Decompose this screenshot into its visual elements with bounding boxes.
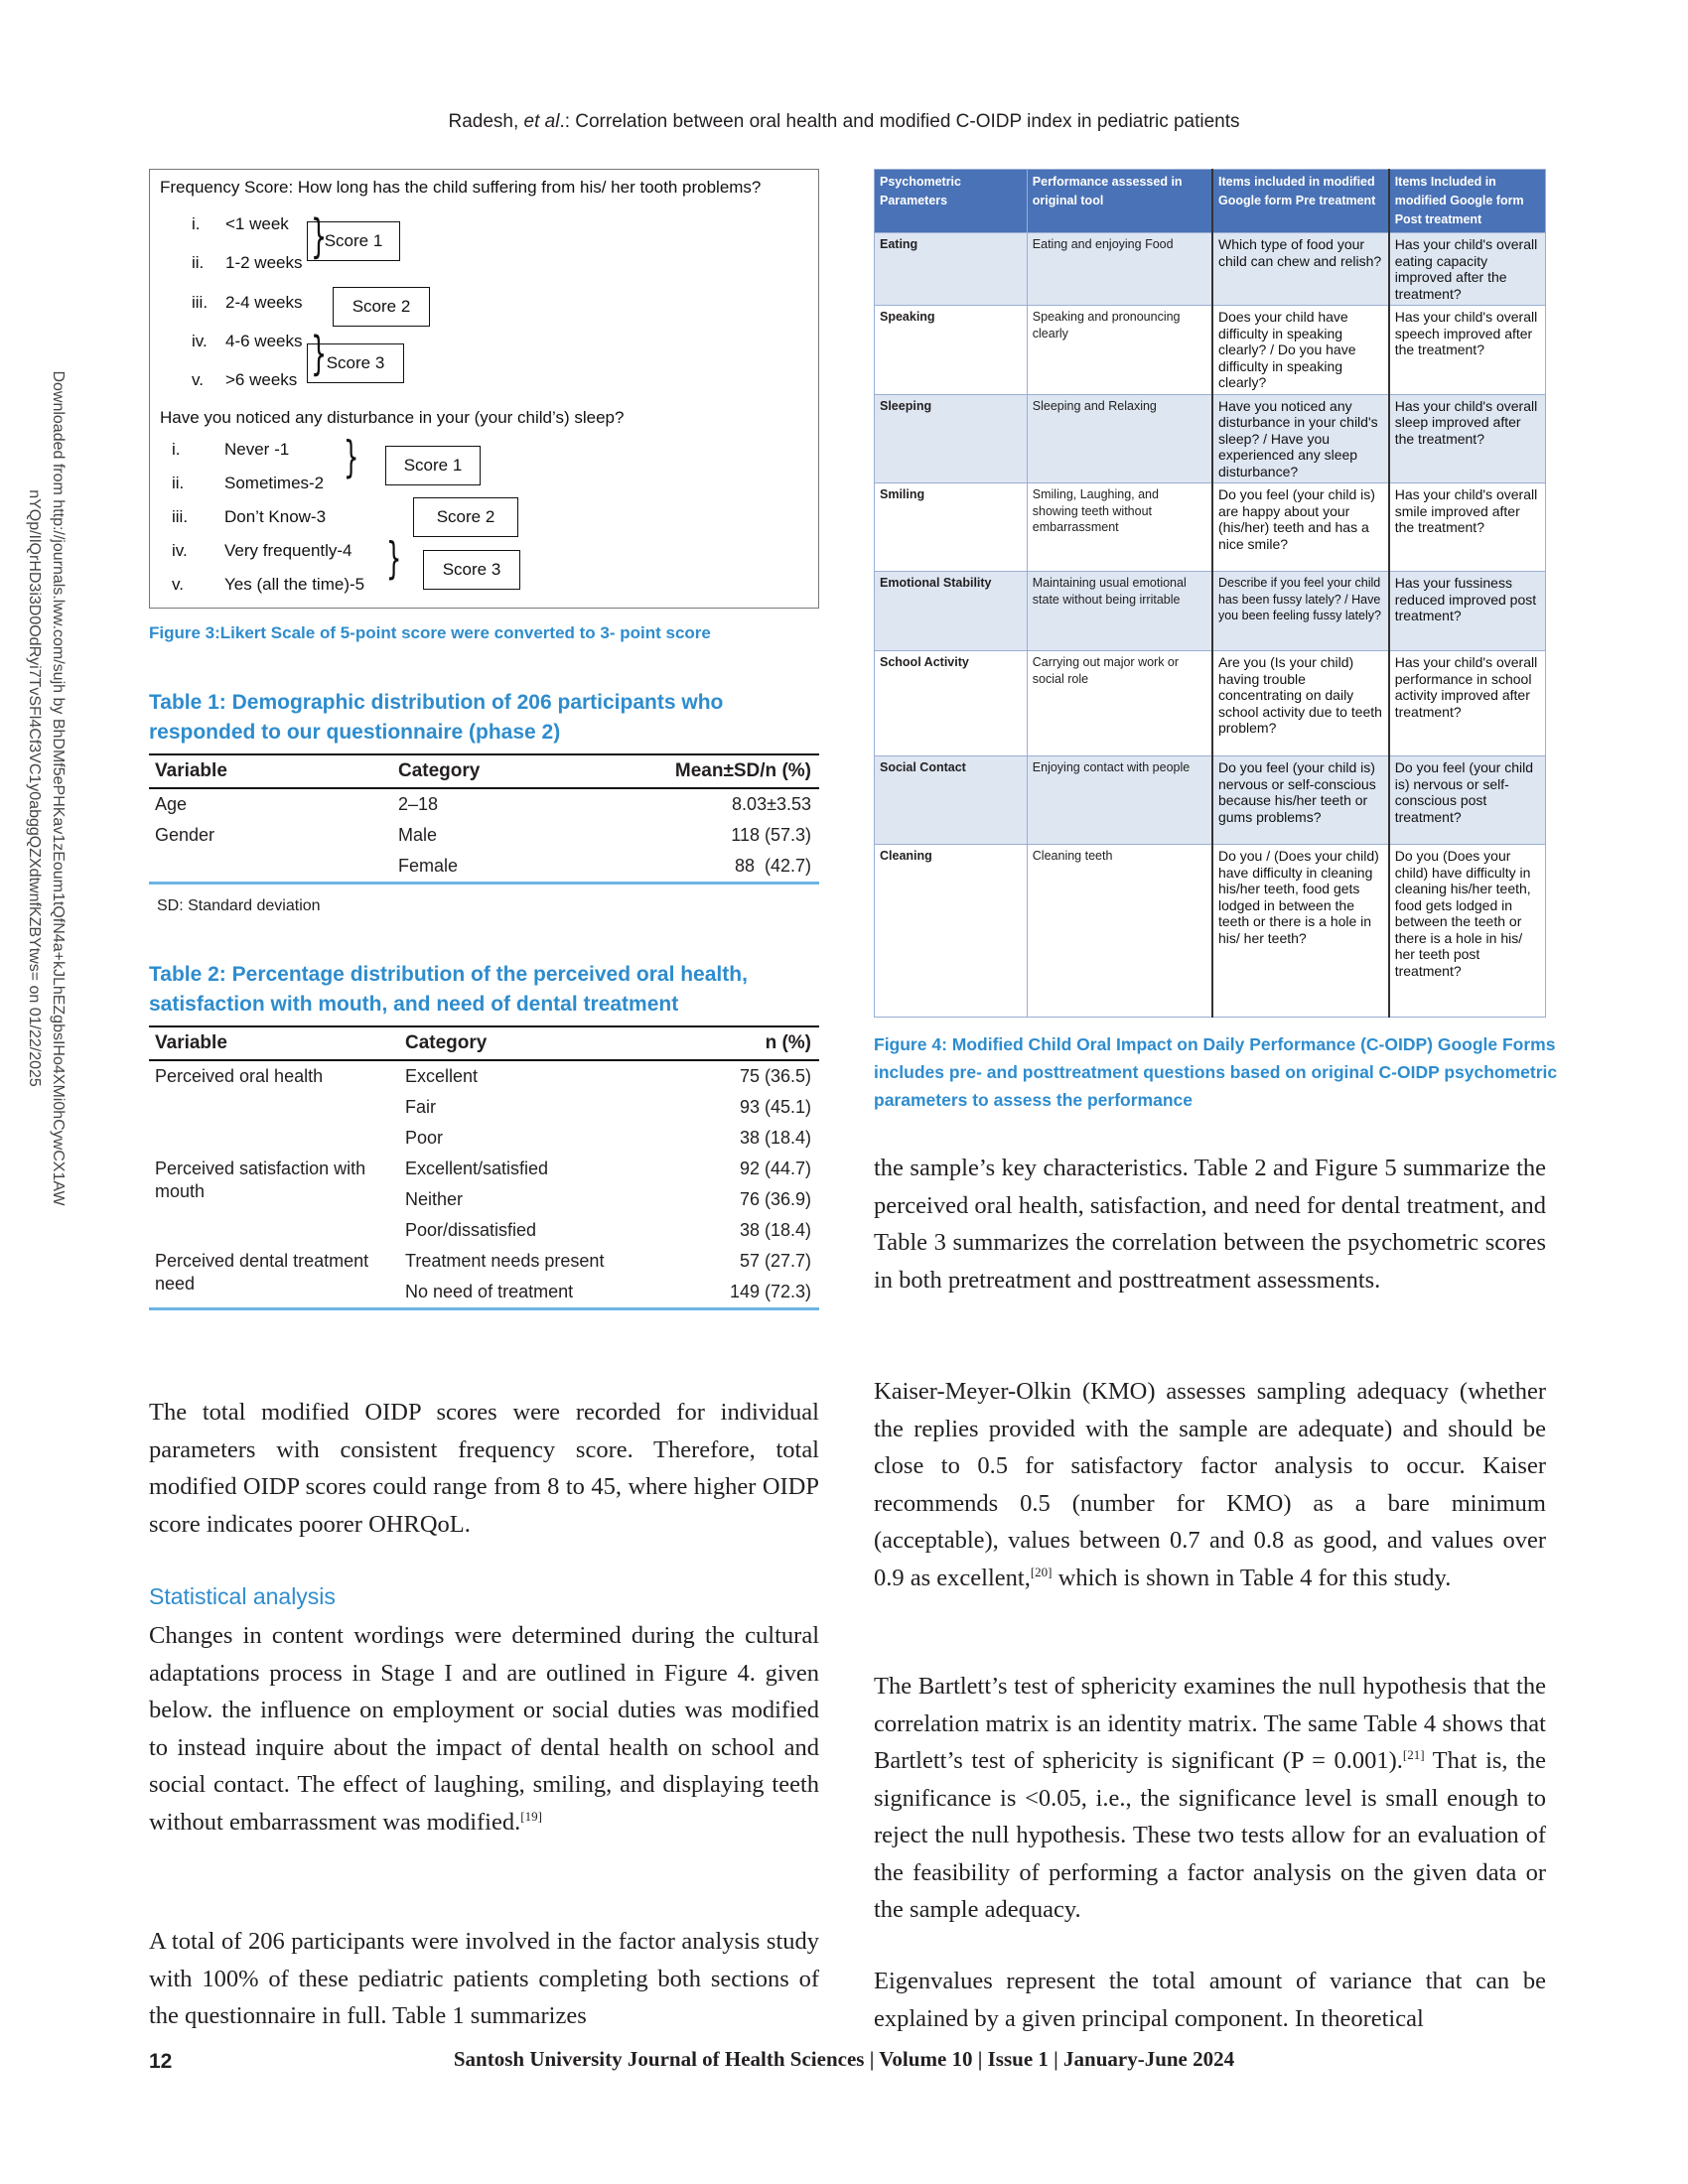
table-cell: Age (155, 794, 188, 814)
fig3-q2-score-box: Score 1 (385, 446, 481, 485)
table-cell: Perceived satisfaction with mouth (155, 1159, 366, 1201)
table-2-header: Variable (149, 1026, 399, 1060)
table-2-header: n (%) (655, 1026, 819, 1060)
citation-ref: [19] (520, 1808, 542, 1824)
table-cell: Has your child's overall smile improved after the treatment? (1389, 483, 1546, 572)
fig3-q1-option-num: ii. (192, 253, 205, 272)
table-cell: 2–18 (398, 794, 439, 814)
table-cell: Do you / (Does your child) have difficulty in cleaning his/her teeth, food gets lodged in between the teeth or there is a hole in his/ her teeth? (1212, 845, 1389, 1018)
body-paragraph (874, 1373, 1546, 1596)
table-cell: No need of treatment (399, 1277, 655, 1309)
fig3-q1-option-text: <1 week (225, 214, 289, 233)
table-cell: Male (398, 825, 438, 845)
section-heading: Statistical analysis (149, 1583, 336, 1609)
table-cell: Which type of food your child can chew and relish? (1212, 233, 1389, 306)
fig3-q1-score-box: Score 1 (307, 221, 400, 261)
fig3-q2-option-text: Don’t Know-3 (224, 507, 327, 526)
table-cell: Speaking and pronouncing clearly (1027, 306, 1212, 395)
figure-3-caption: Figure 3:Likert Scale of 5-point score were converted to 3- point score (149, 623, 711, 642)
fig3-q2-option-num: ii. (172, 474, 185, 492)
table-cell: Do you feel (your child is) nervous or self-conscious post treatment? (1389, 756, 1546, 845)
fig3-q2-score-box: Score 2 (413, 497, 518, 537)
brace-icon: } (311, 209, 328, 263)
table-cell: Gender (155, 825, 215, 845)
table-row (875, 483, 1546, 572)
table-row (875, 233, 1546, 306)
table-cell: 75 (36.5) (739, 1066, 811, 1086)
table-2-caption: Table 2: Percentage distribution of the perceived oral health, satisfaction with mouth, and need of dental treatment (149, 963, 748, 1016)
paragraph-text: That is, the significance is <0.05, i.e., the significance level is small enough to reject the null hypothesis. These two tests allow for an evaluation of the feasibility of performing a factor analysis on the given data or the sample adequacy. (874, 1747, 1546, 1923)
figure-4-header: Psychometric Parameters (875, 170, 1028, 233)
body-paragraph: A total of 206 participants were involved in the factor analysis study with 100% of these pediatric patients completing both sections of the questionnaire in full. Table 1 summarizes (149, 1928, 819, 2029)
table-cell: Excellent (405, 1066, 479, 1086)
fig3-q1-option-num: iv. (192, 332, 208, 350)
table-cell: Describe if you feel your child has been fussy lately? / Have you been feeling fussy lately? (1212, 572, 1389, 651)
table-cell: Eating (875, 233, 1028, 306)
table-cell: Cleaning (875, 845, 1028, 1018)
body-paragraph: The total modified OIDP scores were recorded for individual parameters with consistent frequency score. Therefore, total modified OIDP scores could range from 8 to 45, where higher OIDP score indicates poorer OHRQoL. (149, 1399, 819, 1538)
table-row (875, 651, 1546, 756)
fig3-q2-option-num: i. (172, 440, 181, 459)
table-cell: Female (392, 851, 635, 884)
running-head (0, 111, 1688, 133)
table-cell: 38 (18.4) (739, 1128, 811, 1148)
table-cell: Treatment needs present (405, 1251, 605, 1271)
table-row (149, 1154, 819, 1184)
table-cell: Has your child's overall sleep improved after the treatment? (1389, 394, 1546, 483)
table-cell: Perceived oral health (155, 1066, 324, 1086)
citation-ref: [20] (1030, 1564, 1053, 1579)
table-cell: 149 (72.3) (655, 1277, 819, 1309)
table-cell: Has your fussiness reduced improved post treatment? (1389, 572, 1546, 651)
table-cell: Enjoying contact with people (1027, 756, 1212, 845)
table-cell: Sleeping and Relaxing (1027, 394, 1212, 483)
fig3-q1-option-text: 2-4 weeks (225, 293, 303, 312)
citation-ref: [21] (1402, 1746, 1425, 1762)
fig3-q1-score-box: Score 2 (333, 287, 430, 327)
table-1-footnote: SD: Standard deviation (157, 897, 321, 914)
table-cell: Smiling, Laughing, and showing teeth without embarrassment (1027, 483, 1212, 572)
body-paragraph: the sample’s key characteristics. Table 2 and Figure 5 summarize the perceived oral health, satisfaction, and need for dental treatment, and Table 3 summarizes the correlation between the psychometric scores in both pretreatment and posttreatment assessments. (874, 1155, 1546, 1294)
table-row (875, 572, 1546, 651)
table-row (875, 845, 1546, 1018)
table-cell: 88 (42.7) (635, 851, 819, 884)
paragraph-text: Changes in content wordings were determined during the cultural adaptations process in Stage I and are outlined in Figure 4. given below. the influence on employment or social duties was modified to instead inquire about the impact of dental health on school and social contact. The effect of laughing, smiling, and displaying teeth without embarrassment was modified. (149, 1622, 819, 1836)
page-number: 12 (149, 2050, 173, 2073)
table-row (875, 756, 1546, 845)
table-cell: Has your child's overall eating capacity improved after the treatment? (1389, 233, 1546, 306)
table-1-caption: Table 1: Demographic distribution of 206 participants who responded to our questionnaire (phase 2) (149, 691, 724, 744)
figure-4-cidp-table (874, 169, 1546, 1018)
table-cell: Have you noticed any disturbance in your child's sleep? / Have you experienced any sleep disturbance? (1212, 394, 1389, 483)
download-stamp (22, 312, 70, 1265)
running-head-etal: et al (523, 111, 560, 132)
body-paragraph (874, 1668, 1546, 1929)
table-cell (149, 851, 392, 884)
fig3-q1-score-box: Score 3 (307, 343, 404, 383)
table-cell: Maintaining usual emotional state without being irritable (1027, 572, 1212, 651)
body-paragraph (149, 1617, 819, 1841)
body-paragraph: Eigenvalues represent the total amount of variance that can be explained by a given principal component. In theoretical (874, 1968, 1546, 2032)
table-cell: Do you feel (your child is) are happy about your (his/her) teeth and has a nice smile? (1212, 483, 1389, 572)
table-row (875, 394, 1546, 483)
table-cell: Cleaning teeth (1027, 845, 1212, 1018)
fig3-q2-option-text: Sometimes-2 (224, 474, 325, 492)
table-row (149, 1246, 819, 1277)
table-cell: Fair (405, 1097, 436, 1117)
table-row (149, 851, 819, 884)
paragraph-text: which is shown in Table 4 for this study. (1052, 1564, 1452, 1591)
table-cell: Do you (Does your child) have difficulty in cleaning his/her teeth, food gets lodged in between the teeth or there is a hole in his/ her teeth post treatment? (1389, 845, 1546, 1018)
table-2-header: Category (399, 1026, 655, 1060)
paragraph-text: Kaiser-Meyer-Olkin (KMO) assesses sampling adequacy (whether the replies provided with the sample are adequate) and should be close to 0.5 for satisfactory factor analysis to occur. Kaiser recommends 0.5 (number for KMO) as a bare minimum (acceptable), values between 0.7 and 0.8 as good, and values over 0.9 as excellent, (874, 1378, 1546, 1591)
table-cell: 76 (36.9) (739, 1189, 811, 1209)
running-head-authors: Radesh, (448, 111, 524, 132)
table-cell: Poor (405, 1128, 444, 1148)
table-cell: Smiling (875, 483, 1028, 572)
table-cell: Emotional Stability (875, 572, 1028, 651)
fig3-q2-option-num: v. (172, 575, 184, 594)
table-cell: Poor/dissatisfied (405, 1220, 537, 1240)
fig3-q2-option-num: iv. (172, 541, 188, 560)
table-row (149, 1060, 819, 1092)
paragraph-text: The Bartlett’s test of sphericity examines the null hypothesis that the correlation matrix is an identity matrix. The same Table 4 shows that Bartlett’s test of sphericity is significant (P = 0.001). (874, 1673, 1546, 1774)
journal-footer: Santosh University Journal of Health Sciences | Volume 10 | Issue 1 | January-June 2024 (453, 2047, 1235, 2071)
fig3-q1-option-num: i. (192, 214, 201, 233)
table-cell: 38 (18.4) (739, 1220, 811, 1240)
table-1 (149, 753, 819, 885)
table-cell: Has your child's overall performance in school activity improved after treatment? (1389, 651, 1546, 756)
fig3-q2-score-box: Score 3 (423, 550, 520, 590)
fig3-q2-option-text: Never -1 (224, 440, 290, 459)
table-1-header: Category (392, 754, 635, 788)
table-cell: 8.03±3.53 (732, 794, 811, 814)
figure-3-question-1: Frequency Score: How long has the child suffering from his/ her tooth problems? (160, 178, 762, 197)
brace-icon: } (386, 533, 402, 584)
running-head-title: .: Correlation between oral health and modified C-OIDP index in pediatric patients (559, 111, 1240, 132)
table-cell: Are you (Is your child) having trouble concentrating on daily school activity due to teeth problem? (1212, 651, 1389, 756)
figure-3-question-2: Have you noticed any disturbance in your (your child’s) sleep? (160, 408, 625, 427)
table-cell: Neither (405, 1189, 464, 1209)
table-cell: Speaking (875, 306, 1028, 395)
table-2 (149, 1025, 819, 1310)
table-cell: Sleeping (875, 394, 1028, 483)
table-cell: 92 (44.7) (739, 1159, 811, 1178)
fig3-q1-option-text: 1-2 weeks (225, 253, 303, 272)
table-cell: 57 (27.7) (739, 1251, 811, 1271)
brace-icon: } (344, 432, 359, 482)
figure-4-header: Items Included in modified Google form Post treatment (1389, 170, 1546, 233)
fig3-q1-option-text: >6 weeks (225, 370, 298, 389)
download-stamp-line1: Downloaded from http://journals.lww.com/sujh by BhDMf5ePHKav1zEoum1tQfN4a+kJLhEZgbsIHo4XMi0hCywCX1AW (50, 370, 67, 1206)
table-cell: Perceived dental treatment need (149, 1246, 399, 1309)
table-row (149, 820, 819, 851)
table-cell: Social Contact (875, 756, 1028, 845)
download-stamp-line2: nYQp/IlQrHD3i3D0OdRyi7TvSFl4Cf3VC1y0abggQZXdtwnfKZBYtws= on 01/22/2025 (26, 489, 43, 1087)
fig3-q2-option-text: Very frequently-4 (224, 541, 352, 560)
brace-icon: } (311, 327, 328, 380)
table-cell: Has your child's overall speech improved after the treatment? (1389, 306, 1546, 395)
fig3-q1-option-num: iii. (192, 293, 209, 312)
fig3-q2-option-num: iii. (172, 507, 189, 526)
table-cell: 93 (45.1) (739, 1097, 811, 1117)
figure-4-caption: Figure 4: Modified Child Oral Impact on Daily Performance (C-OIDP) Google Forms includes pre- and posttreatment questions based on original C-OIDP psychometric parameters to assess the performance (874, 1034, 1558, 1110)
table-row (875, 306, 1546, 395)
table-cell: Do you feel (your child is) nervous or self-conscious because his/her teeth or gums problems? (1212, 756, 1389, 845)
table-cell: Excellent/satisfied (405, 1159, 549, 1178)
fig3-q1-option-text: 4-6 weeks (225, 332, 303, 350)
table-1-header: Mean±SD/n (%) (635, 754, 819, 788)
table-cell: School Activity (875, 651, 1028, 756)
table-cell: Eating and enjoying Food (1027, 233, 1212, 306)
fig3-q1-option-num: v. (192, 370, 204, 389)
table-cell: Carrying out major work or social role (1027, 651, 1212, 756)
table-cell: 118 (57.3) (731, 825, 811, 845)
figure-4-header: Items included in modified Google form Pre treatment (1212, 170, 1389, 233)
figure-4-header: Performance assessed in original tool (1027, 170, 1212, 233)
table-1-header: Variable (149, 754, 392, 788)
figure-3-likert-scale (149, 169, 819, 609)
fig3-q2-option-text: Yes (all the time)-5 (224, 575, 365, 594)
table-row (149, 788, 819, 820)
table-cell: Does your child have difficulty in speaking clearly? / Do you have difficulty in speaking clearly? (1212, 306, 1389, 395)
